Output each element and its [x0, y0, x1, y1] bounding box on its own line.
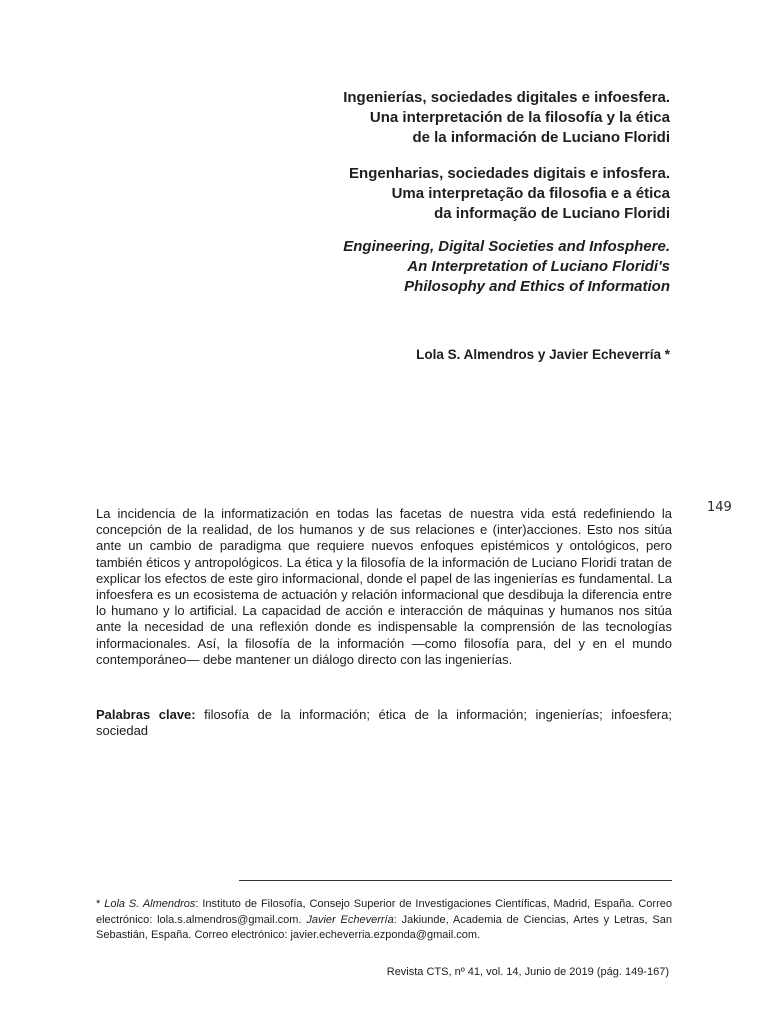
- authors-line: Lola S. Almendros y Javier Echeverría *: [416, 347, 670, 362]
- footnote-author1-name: Lola S. Almendros: [104, 898, 196, 910]
- footnote: [96, 897, 672, 944]
- title-line: de la información de Luciano Floridi: [412, 129, 670, 146]
- title-spanish: [200, 88, 670, 148]
- title-line: Engenharias, sociedades digitais e infosfera.: [349, 165, 670, 182]
- journal-reference: Revista CTS, nº 41, vol. 14, Junio de 2019 (pág. 149-167): [386, 966, 669, 978]
- abstract-paragraph: La incidencia de la informatización en todas las facetas de nuestra vida está redefiniendo la concepción de la realidad, de los humanos y de sus relaciones e (inter)acciones. Esto nos sitúa ante un cambio de paradigma que requiere nuevos enfoques epistémicos y ontológicos, pero también éticos y antropológicos. La ética y la filosofía de la información de Luciano Floridi tratan de explicar los efectos de este giro informacional, donde el papel de las ingenierías es fundamental. La infoesfera es un ecosistema de actuación y relación informacional que desdibuja la diferencia entre lo humano y lo artificial. La capacidad de acción e interacción de máquinas y humanos nos sitúa ante la necesidad de una reflexión donde es indispensable la comprensión de las tecnologías informacionales. Así, la filosofía de la información —como filosofía para, del y en el mundo contemporáneo— debe mantener un diálogo directo con las ingenierías.: [96, 506, 672, 667]
- title-line: da informação de Luciano Floridi: [434, 205, 670, 222]
- title-line: Uma interpretação da filosofia e a ética: [391, 185, 670, 202]
- title-english: [200, 237, 670, 297]
- page-number: 149: [707, 500, 732, 515]
- keywords-label: Palabras clave:: [96, 707, 196, 722]
- title-portuguese: [200, 164, 670, 224]
- title-line: Engineering, Digital Societies and Infosphere.: [343, 238, 670, 255]
- title-line: Ingenierías, sociedades digitales e infoesfera.: [343, 89, 670, 106]
- footnote-author1-affiliation: : Instituto de Filosofía, Consejo Superior de Investigaciones Científicas, Madrid, España. Correo electrónico: lola.s.almendros@gmail.com.: [96, 898, 672, 926]
- footnote-author2-name: Javier Echeverría: [306, 913, 394, 926]
- title-line: Philosophy and Ethics of Information: [404, 278, 670, 295]
- keywords-paragraph: [96, 707, 672, 739]
- footnote-marker: *: [96, 898, 105, 910]
- footnote-divider: [239, 880, 672, 881]
- title-line: An Interpretation of Luciano Floridi's: [407, 258, 670, 275]
- keywords-text: filosofía de la información; ética de la información; ingenierías; infoesfera; sociedad: [96, 707, 672, 739]
- footnote-author2-affiliation: : Jakiunde, Academia de Ciencias, Artes y Letras, San Sebastián, España. Correo electrónico: javier.echeverria.ezponda@gmail.com.: [96, 913, 672, 941]
- title-line: Una interpretación de la filosofía y la ética: [369, 109, 670, 126]
